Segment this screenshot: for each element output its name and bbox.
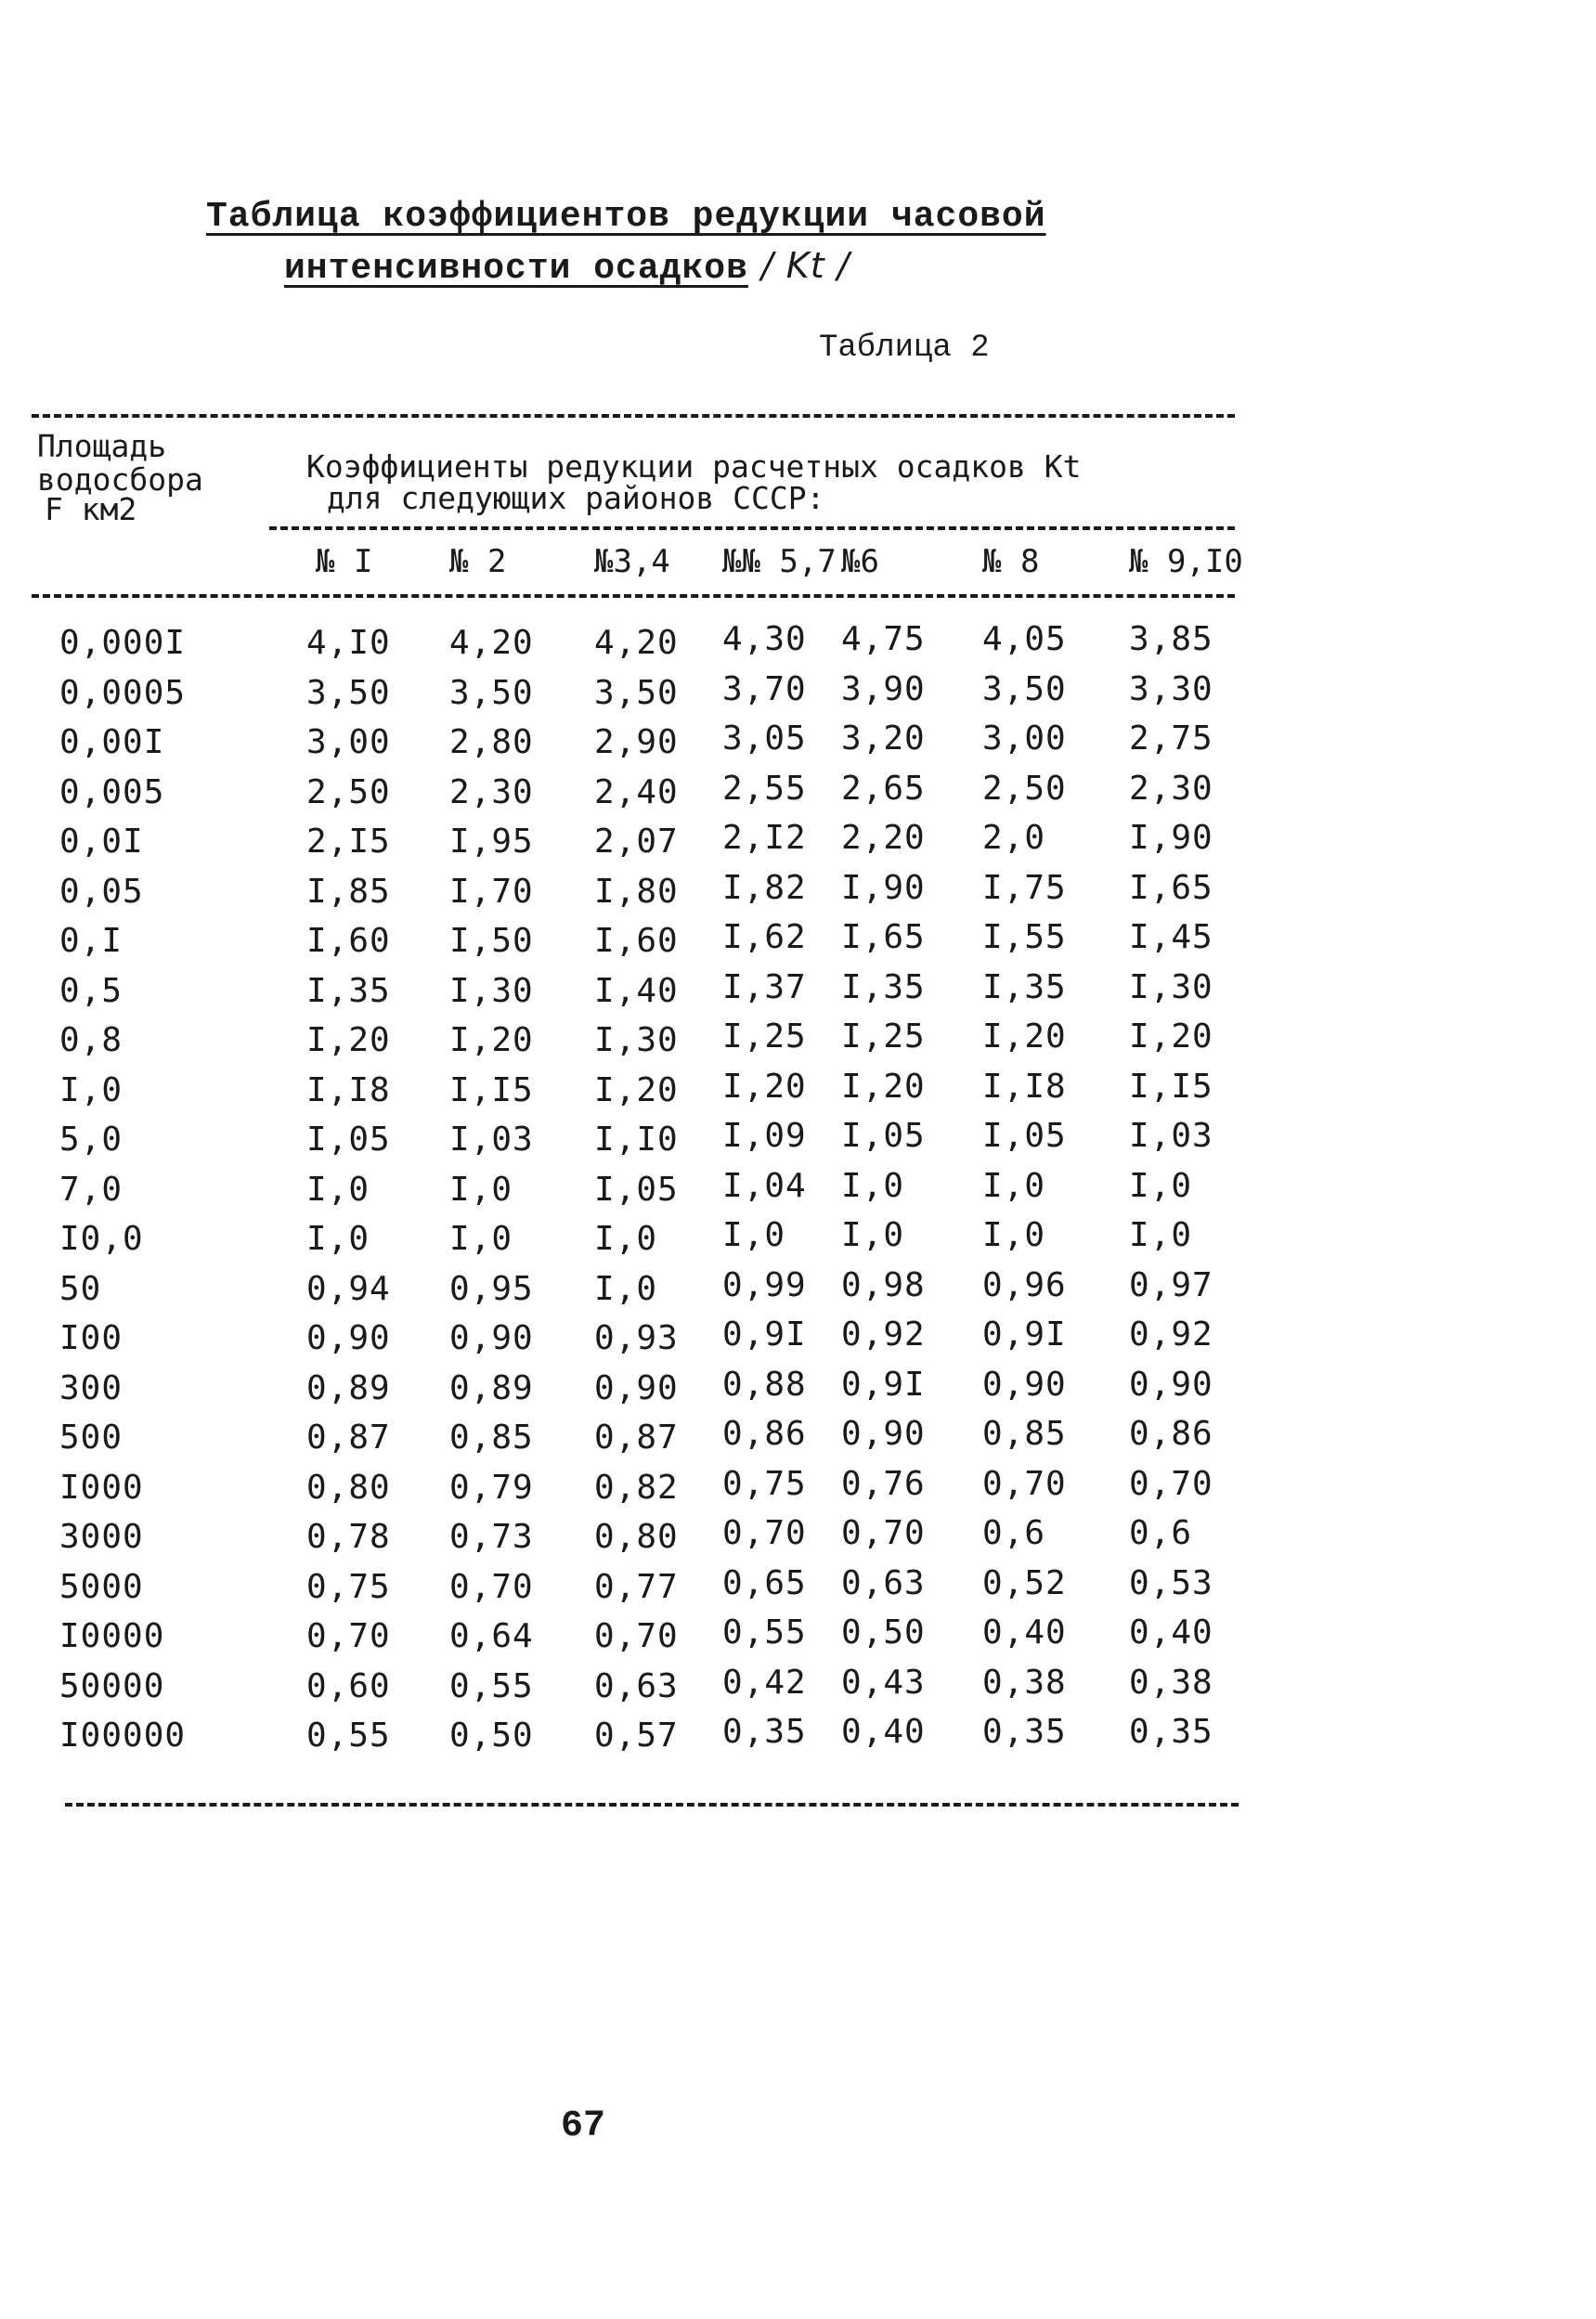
value-cell: I,50 <box>449 922 534 960</box>
value-cell: I,05 <box>306 1121 391 1159</box>
value-cell: 3,05 <box>722 719 807 758</box>
value-cell: 0,40 <box>1129 1613 1213 1652</box>
value-cell: I,35 <box>982 967 1067 1006</box>
value-cell: 0,60 <box>306 1666 391 1705</box>
area-cell: 50 <box>59 1269 102 1308</box>
value-cell: 0,80 <box>306 1468 391 1507</box>
value-cell: 0,9I <box>982 1315 1067 1354</box>
value-cell: 3,50 <box>982 669 1067 708</box>
value-cell: 0,79 <box>449 1468 534 1507</box>
value-cell: I,05 <box>841 1117 926 1155</box>
value-cell: 0,70 <box>594 1617 679 1655</box>
value-cell: I,37 <box>722 967 807 1006</box>
value-cell: 0,92 <box>841 1315 926 1354</box>
value-cell: 0,57 <box>594 1717 679 1755</box>
value-cell: I,0 <box>841 1216 905 1254</box>
value-cell: I,0 <box>982 1166 1046 1205</box>
value-cell: 3,50 <box>594 673 679 712</box>
value-cell: 0,90 <box>982 1365 1067 1404</box>
value-cell: 0,78 <box>306 1518 391 1556</box>
value-cell: 4,20 <box>449 624 534 662</box>
value-cell: 0,90 <box>306 1319 391 1357</box>
value-cell: I,03 <box>1129 1117 1213 1155</box>
table-title-line-1 <box>206 197 1046 237</box>
kt-symbol: / Kt / <box>760 245 850 286</box>
value-cell: I,25 <box>722 1017 807 1056</box>
value-cell: 3,50 <box>449 673 534 712</box>
value-cell: 0,42 <box>722 1663 807 1702</box>
value-cell: I,45 <box>1129 918 1213 956</box>
value-cell: 0,89 <box>449 1368 534 1407</box>
value-cell: I,35 <box>841 967 926 1006</box>
value-cell: 0,70 <box>982 1464 1067 1503</box>
value-cell: 2,75 <box>1129 719 1213 758</box>
value-cell: 0,90 <box>1129 1365 1213 1404</box>
value-cell: 0,35 <box>722 1713 807 1751</box>
area-cell: 0,005 <box>59 772 165 811</box>
value-cell: I,09 <box>722 1117 807 1155</box>
value-cell: 4,05 <box>982 620 1067 658</box>
value-cell: 0,73 <box>449 1518 534 1556</box>
area-cell: I00000 <box>59 1717 187 1755</box>
value-cell: 0,82 <box>594 1468 679 1507</box>
value-cell: I,I5 <box>1129 1067 1213 1106</box>
column-header: №№ 5,7 <box>722 543 837 580</box>
value-cell: 0,70 <box>722 1514 807 1552</box>
value-cell: I,90 <box>1129 819 1213 857</box>
value-cell: I,65 <box>841 918 926 956</box>
value-cell: 0,6 <box>1129 1514 1193 1552</box>
value-cell: 2,80 <box>449 723 534 761</box>
value-cell: 0,40 <box>841 1713 926 1751</box>
value-cell: 0,76 <box>841 1464 926 1503</box>
value-cell: 2,50 <box>982 769 1067 808</box>
value-cell: 0,63 <box>841 1563 926 1602</box>
value-cell: 0,55 <box>449 1666 534 1705</box>
value-cell: 0,55 <box>306 1717 391 1755</box>
value-cell: I,95 <box>449 823 534 861</box>
value-cell: I,55 <box>982 918 1067 956</box>
value-cell: 0,64 <box>449 1617 534 1655</box>
value-cell: 0,98 <box>841 1265 926 1304</box>
value-cell: I,82 <box>722 868 807 907</box>
value-cell: I,04 <box>722 1166 807 1205</box>
value-cell: 2,30 <box>1129 769 1213 808</box>
value-cell: 0,52 <box>982 1563 1067 1602</box>
value-cell: 0,99 <box>722 1265 807 1304</box>
value-cell: I,85 <box>306 872 391 911</box>
value-cell: 0,35 <box>1129 1713 1213 1751</box>
title-text-1: Таблица коэффициентов редукции часовой <box>206 197 1046 237</box>
coef-header-line-1: Коэффициенты редукции расчетных осадков Kt <box>306 448 1082 485</box>
value-cell: I,0 <box>449 1220 513 1258</box>
value-cell: 0,75 <box>722 1464 807 1503</box>
value-cell: 0,50 <box>841 1613 926 1652</box>
value-cell: 0,50 <box>449 1717 534 1755</box>
title-text-2: интенсивности осадков <box>284 249 748 289</box>
value-cell: 0,86 <box>722 1415 807 1453</box>
column-header: № 8 <box>982 543 1040 580</box>
value-cell: 4,20 <box>594 624 679 662</box>
value-cell: I,60 <box>594 922 679 960</box>
header-bottom-rule <box>32 594 1235 598</box>
value-cell: I,60 <box>306 922 391 960</box>
value-cell: 0,9I <box>841 1365 926 1404</box>
value-cell: 0,55 <box>722 1613 807 1652</box>
value-cell: 0,86 <box>1129 1415 1213 1453</box>
value-cell: 0,87 <box>594 1419 679 1457</box>
area-cell: 0,00I <box>59 723 165 761</box>
value-cell: 0,43 <box>841 1663 926 1702</box>
value-cell: I,0 <box>982 1216 1046 1254</box>
value-cell: I,30 <box>594 1021 679 1059</box>
value-cell: 0,92 <box>1129 1315 1213 1354</box>
value-cell: 4,I0 <box>306 624 391 662</box>
value-cell: I,20 <box>594 1070 679 1109</box>
value-cell: 0,38 <box>1129 1663 1213 1702</box>
value-cell: 0,87 <box>306 1419 391 1457</box>
value-cell: 0,70 <box>1129 1464 1213 1503</box>
value-cell: I,25 <box>841 1017 926 1056</box>
coef-header-line-2: для следующих районов СССР: <box>327 480 825 516</box>
value-cell: I,62 <box>722 918 807 956</box>
value-cell: 0,95 <box>449 1269 534 1308</box>
area-cell: 0,8 <box>59 1021 123 1059</box>
table-top-rule <box>32 414 1235 418</box>
area-cell: 50000 <box>59 1666 165 1705</box>
value-cell: 2,50 <box>306 772 391 811</box>
area-cell: 300 <box>59 1368 123 1407</box>
column-header: №6 <box>841 543 879 580</box>
value-cell: 0,89 <box>306 1368 391 1407</box>
value-cell: 0,90 <box>449 1319 534 1357</box>
value-cell: 0,65 <box>722 1563 807 1602</box>
value-cell: 2,I5 <box>306 823 391 861</box>
value-cell: 2,65 <box>841 769 926 808</box>
value-cell: I,20 <box>449 1021 534 1059</box>
value-cell: 0,80 <box>594 1518 679 1556</box>
area-cell: 7,0 <box>59 1170 123 1209</box>
area-header-line-1: Площадь <box>37 428 167 464</box>
area-cell: I000 <box>59 1468 144 1507</box>
area-cell: 3000 <box>59 1518 144 1556</box>
value-cell: I,05 <box>982 1117 1067 1155</box>
value-cell: 3,00 <box>982 719 1067 758</box>
value-cell: 3,90 <box>841 669 926 708</box>
value-cell: 0,40 <box>982 1613 1067 1652</box>
area-header-line-3: F км2 <box>45 491 137 527</box>
value-cell: I,0 <box>594 1269 658 1308</box>
value-cell: 2,I2 <box>722 819 807 857</box>
area-cell: 5,0 <box>59 1121 123 1159</box>
value-cell: 0,38 <box>982 1663 1067 1702</box>
area-header-line-2: водосбора <box>37 461 203 498</box>
table-number: Таблица 2 <box>819 330 990 366</box>
value-cell: I,03 <box>449 1121 534 1159</box>
table-bottom-rule <box>65 1803 1239 1807</box>
area-cell: 0,000I <box>59 624 187 662</box>
value-cell: 3,70 <box>722 669 807 708</box>
value-cell: I,I0 <box>594 1121 679 1159</box>
value-cell: 0,85 <box>449 1419 534 1457</box>
value-cell: I,I5 <box>449 1070 534 1109</box>
value-cell: I,20 <box>1129 1017 1213 1056</box>
table-title-line-2 <box>284 245 850 289</box>
value-cell: 3,50 <box>306 673 391 712</box>
value-cell: 0,90 <box>594 1368 679 1407</box>
value-cell: 3,30 <box>1129 669 1213 708</box>
value-cell: 2,20 <box>841 819 926 857</box>
value-cell: 3,00 <box>306 723 391 761</box>
value-cell: 4,75 <box>841 620 926 658</box>
header-mid-rule <box>269 526 1235 530</box>
value-cell: I,20 <box>841 1067 926 1106</box>
column-header: №3,4 <box>594 543 670 580</box>
value-cell: I,0 <box>449 1170 513 1209</box>
value-cell: I,0 <box>594 1220 658 1258</box>
value-cell: I,75 <box>982 868 1067 907</box>
value-cell: I,0 <box>306 1170 370 1209</box>
area-cell: 5000 <box>59 1567 144 1606</box>
value-cell: 0,53 <box>1129 1563 1213 1602</box>
area-cell: 0,0005 <box>59 673 187 712</box>
value-cell: 0,6 <box>982 1514 1046 1552</box>
value-cell: I,I8 <box>306 1070 391 1109</box>
value-cell: I,I8 <box>982 1067 1067 1106</box>
value-cell: I,70 <box>449 872 534 911</box>
area-cell: 0,0I <box>59 823 144 861</box>
area-cell: 500 <box>59 1419 123 1457</box>
value-cell: 0,96 <box>982 1265 1067 1304</box>
area-cell: 0,5 <box>59 971 123 1010</box>
value-cell: I,0 <box>722 1216 786 1254</box>
value-cell: I,30 <box>449 971 534 1010</box>
value-cell: 4,30 <box>722 620 807 658</box>
value-cell: 0,75 <box>306 1567 391 1606</box>
value-cell: I,05 <box>594 1170 679 1209</box>
value-cell: 0,88 <box>722 1365 807 1404</box>
value-cell: I,90 <box>841 868 926 907</box>
value-cell: 0,63 <box>594 1666 679 1705</box>
value-cell: I,20 <box>722 1067 807 1106</box>
value-cell: 0,93 <box>594 1319 679 1357</box>
value-cell: 0,97 <box>1129 1265 1213 1304</box>
value-cell: 2,90 <box>594 723 679 761</box>
value-cell: 0,85 <box>982 1415 1067 1453</box>
area-cell: I00 <box>59 1319 123 1357</box>
value-cell: I,35 <box>306 971 391 1010</box>
value-cell: 0,70 <box>841 1514 926 1552</box>
value-cell: I,0 <box>1129 1216 1193 1254</box>
value-cell: I,40 <box>594 971 679 1010</box>
value-cell: 0,35 <box>982 1713 1067 1751</box>
value-cell: 2,07 <box>594 823 679 861</box>
value-cell: 2,0 <box>982 819 1046 857</box>
value-cell: I,0 <box>306 1220 370 1258</box>
column-header: № I <box>316 543 373 580</box>
page-number: 67 <box>561 2105 606 2147</box>
value-cell: 3,85 <box>1129 620 1213 658</box>
value-cell: 0,9I <box>722 1315 807 1354</box>
area-cell: I0,0 <box>59 1220 144 1258</box>
value-cell: 3,20 <box>841 719 926 758</box>
value-cell: 0,90 <box>841 1415 926 1453</box>
value-cell: 0,70 <box>449 1567 534 1606</box>
value-cell: I,65 <box>1129 868 1213 907</box>
value-cell: I,20 <box>306 1021 391 1059</box>
value-cell: 0,94 <box>306 1269 391 1308</box>
value-cell: 0,70 <box>306 1617 391 1655</box>
value-cell: I,0 <box>841 1166 905 1205</box>
value-cell: 2,40 <box>594 772 679 811</box>
area-cell: 0,I <box>59 922 123 960</box>
area-cell: 0,05 <box>59 872 144 911</box>
value-cell: I,0 <box>1129 1166 1193 1205</box>
column-header: № 9,I0 <box>1129 543 1243 580</box>
value-cell: I,30 <box>1129 967 1213 1006</box>
column-header: № 2 <box>449 543 507 580</box>
area-cell: I0000 <box>59 1617 165 1655</box>
value-cell: 0,77 <box>594 1567 679 1606</box>
value-cell: I,80 <box>594 872 679 911</box>
area-cell: I,0 <box>59 1070 123 1109</box>
value-cell: 2,55 <box>722 769 807 808</box>
value-cell: 2,30 <box>449 772 534 811</box>
value-cell: I,20 <box>982 1017 1067 1056</box>
